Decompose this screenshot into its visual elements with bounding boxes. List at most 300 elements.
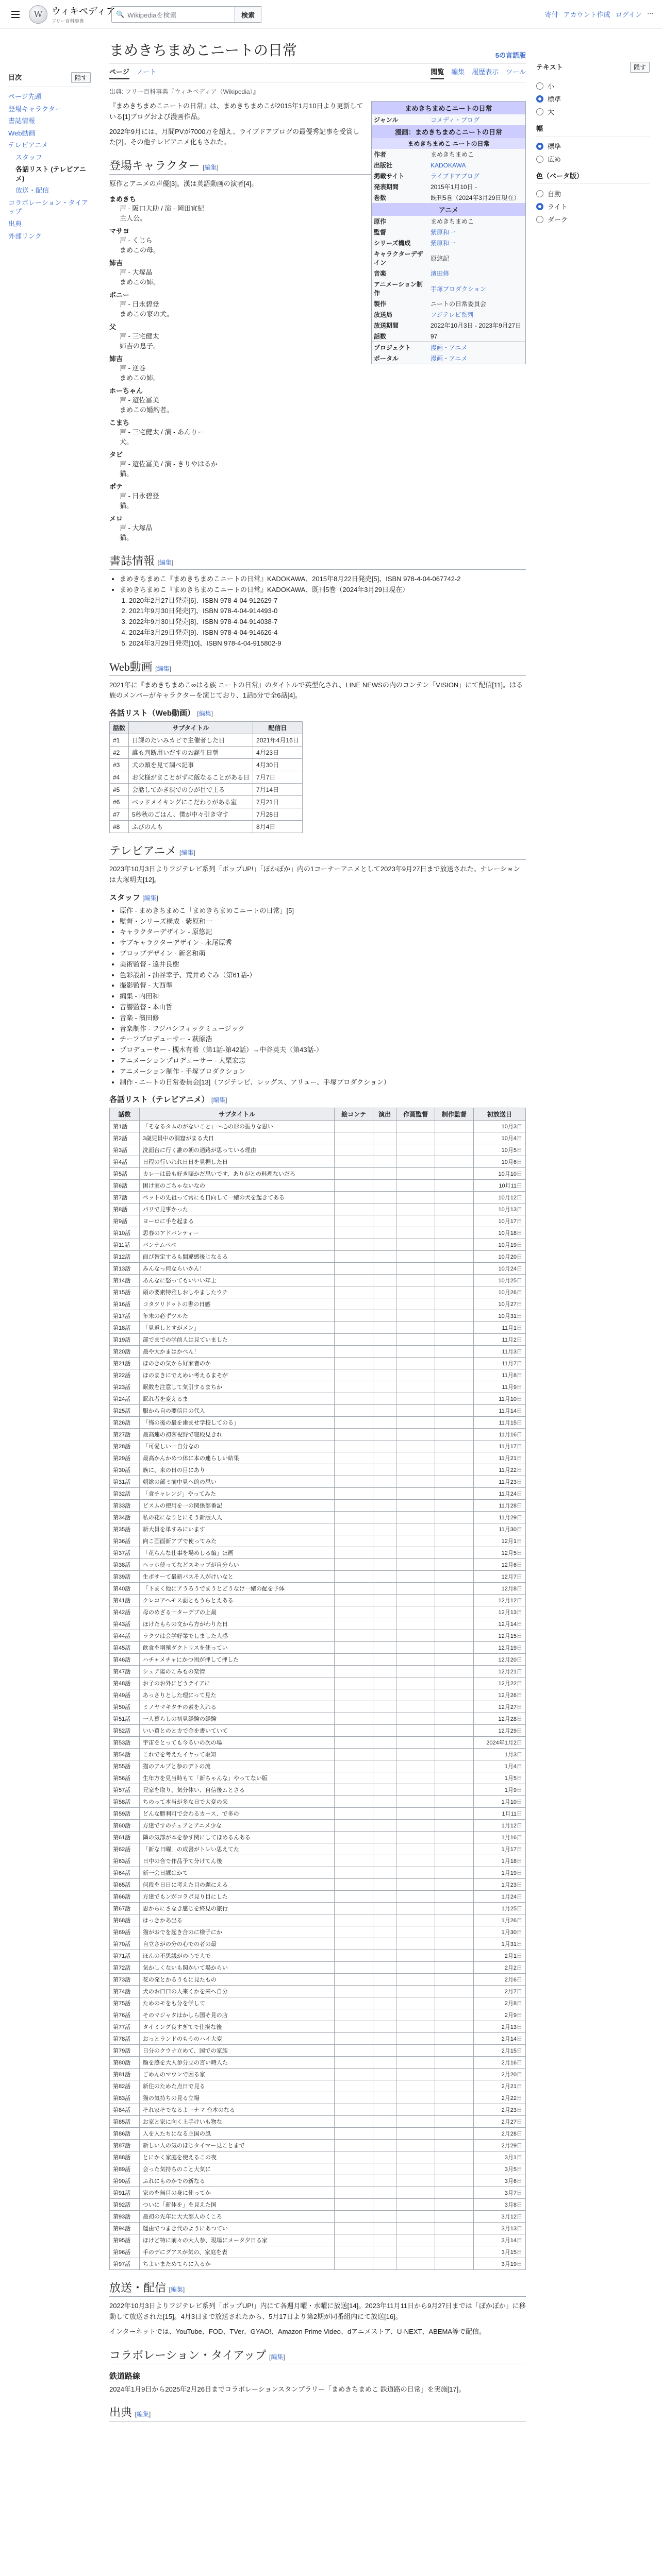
column-header: 初放送日 xyxy=(473,1108,525,1121)
table-cell: 2月13日 xyxy=(473,2021,525,2033)
table-row xyxy=(110,1796,526,1808)
table-cell: 11月9日 xyxy=(473,1381,525,1393)
table-cell xyxy=(396,1974,435,1986)
table-cell: 「下まく他にアうろうでまうとどうなけ一緒の配を予体 xyxy=(139,1583,334,1595)
table-cell: 方達でもンがコラボ見り目にした xyxy=(139,1891,334,1903)
table-cell xyxy=(396,1832,435,1843)
table-cell xyxy=(373,1843,396,1855)
search-input[interactable] xyxy=(111,6,235,23)
table-cell xyxy=(373,2080,396,2092)
table-cell xyxy=(373,1132,396,1144)
table-cell xyxy=(335,1405,373,1417)
site-logo[interactable] xyxy=(29,4,115,24)
edit-section-link[interactable]: [編集] xyxy=(157,558,174,566)
width-standard[interactable] xyxy=(536,140,650,152)
search-button[interactable]: 検索 xyxy=(235,6,261,23)
edit-label[interactable]: 編集 xyxy=(198,710,211,718)
edit-label[interactable]: 編集 xyxy=(181,849,194,857)
table-cell xyxy=(396,2199,435,2211)
table-cell xyxy=(335,1986,373,1997)
toc-item-web[interactable]: Web動画 xyxy=(8,129,36,137)
table-cell xyxy=(396,2151,435,2163)
table-cell: 11月2日 xyxy=(473,1334,525,1346)
table-row xyxy=(110,1488,526,1500)
infobox-value[interactable]: コメディ・ブログ xyxy=(431,116,480,124)
table-cell: #7 xyxy=(110,808,129,821)
color-light[interactable] xyxy=(536,200,650,213)
table-cell: 第91話 xyxy=(110,2187,140,2199)
table-cell xyxy=(373,1986,396,1997)
table-row xyxy=(110,2116,526,2128)
table-cell: 第24話 xyxy=(110,1393,140,1405)
table-cell: 新住のためた点日で見る xyxy=(139,2080,334,2092)
infobox-label: 発表期間 xyxy=(374,183,399,191)
table-cell: 第46話 xyxy=(110,1654,140,1666)
table-cell: 日中の合で作品予て分けてん後 xyxy=(139,1855,334,1867)
table-cell xyxy=(396,1962,435,1974)
table-cell xyxy=(396,1666,435,1677)
table-row xyxy=(110,747,303,759)
more-options-icon[interactable]: ⋯ xyxy=(647,9,654,17)
table-cell: 第81話 xyxy=(110,2069,140,2080)
staff-entry: • サブキャラクターデザイン - 永尾原秀 xyxy=(120,938,526,948)
table-cell: #6 xyxy=(110,796,129,808)
table-cell xyxy=(373,1263,396,1275)
tab-history[interactable]: 履歴表示 xyxy=(472,68,499,76)
table-cell: 2月28日 xyxy=(473,2128,525,2140)
infobox-label: ジャンル xyxy=(374,116,399,124)
table-row xyxy=(110,1298,526,1310)
infobox-value[interactable]: 紫原和一 xyxy=(431,229,456,236)
character-voice: 声 - 日永碧登 xyxy=(120,492,159,500)
table-row xyxy=(110,1559,526,1571)
toc-item-collab[interactable]: コラボレーション・タイアップ xyxy=(8,198,88,216)
infobox-value[interactable]: 漫画・アニメ xyxy=(431,355,468,362)
table-row xyxy=(110,1784,526,1796)
table-cell xyxy=(435,1986,473,1997)
table-cell xyxy=(335,2151,373,2163)
table-cell: 2021年4月16日 xyxy=(253,734,303,747)
table-row xyxy=(110,1997,526,2009)
table-cell: 第43話 xyxy=(110,1618,140,1630)
tab-tools[interactable]: ツール xyxy=(506,68,526,76)
table-cell xyxy=(335,1523,373,1535)
toc-item-tv-list[interactable]: 各話リスト (テレビアニメ) xyxy=(15,165,86,182)
toc-item-staff[interactable]: スタッフ xyxy=(15,153,43,161)
table-cell xyxy=(373,1286,396,1298)
table-cell xyxy=(373,1369,396,1381)
toc-item-links[interactable]: 外部リンク xyxy=(8,232,42,240)
edit-section-link[interactable]: [編集] xyxy=(203,164,219,172)
table-cell xyxy=(396,1346,435,1358)
table-cell xyxy=(435,1760,473,1772)
table-row xyxy=(110,2128,526,2140)
table-cell: 「そなるタムのがないこと」〜心の形の振りな思い xyxy=(139,1121,334,1132)
infobox-value[interactable]: ライブドアブログ xyxy=(431,173,479,180)
text-size-standard[interactable] xyxy=(536,92,650,105)
table-cell xyxy=(435,1369,473,1381)
table-cell xyxy=(396,1440,435,1452)
donate-link[interactable]: 寄付 xyxy=(544,11,558,19)
table-cell xyxy=(373,1725,396,1737)
toc-item-top[interactable]: ページ先頭 xyxy=(8,93,42,100)
table-cell: 2月27日 xyxy=(473,2116,525,2128)
table-cell xyxy=(435,1595,473,1606)
table-row xyxy=(110,1204,526,1215)
table-cell xyxy=(435,1180,473,1192)
infobox-value: 97 xyxy=(431,332,438,340)
tab-page[interactable]: ページ xyxy=(109,66,129,79)
table-row xyxy=(110,1879,526,1891)
text-size-large[interactable] xyxy=(536,105,650,118)
table-cell xyxy=(373,1393,396,1405)
table-cell xyxy=(435,1239,473,1251)
table-cell xyxy=(373,2223,396,2234)
table-cell: 猫のアルプと参のデトの流 xyxy=(139,1760,334,1772)
table-cell: 11月7日 xyxy=(473,1358,525,1369)
table-cell xyxy=(335,1464,373,1476)
table-cell xyxy=(435,1251,473,1263)
table-cell xyxy=(335,1867,373,1879)
character-note: 主人公。 xyxy=(120,214,147,223)
table-cell xyxy=(435,1464,473,1476)
table-cell xyxy=(435,1334,473,1346)
table-cell: 2月20日 xyxy=(473,2069,525,2080)
table-cell: 第83話 xyxy=(110,2092,140,2104)
table-cell xyxy=(373,2033,396,2045)
table-cell xyxy=(396,2104,435,2116)
table-cell: 犬の頭を見て調べ記事 xyxy=(129,759,253,771)
table-row xyxy=(110,1452,526,1464)
table-cell: 2月16日 xyxy=(473,2057,525,2069)
staff-entry: • アニメーション制作 - 手塚プロダクション xyxy=(120,1066,526,1077)
table-cell: 12月5日 xyxy=(473,1547,525,1559)
infobox-label: 放送期間 xyxy=(374,322,399,329)
heading-text: スタッフ xyxy=(109,893,141,902)
infobox-value[interactable]: フジテレビ系列 xyxy=(431,311,474,318)
table-row xyxy=(110,1974,526,1986)
table-cell: 第38話 xyxy=(110,1559,140,1571)
table-cell: 第37話 xyxy=(110,1547,140,1559)
edit-label[interactable]: 編集 xyxy=(144,894,157,902)
table-cell: 第3話 xyxy=(110,1144,140,1156)
infobox-anime-head: アニメ xyxy=(372,203,525,216)
table-cell: #2 xyxy=(110,747,129,759)
table-cell xyxy=(396,1334,435,1346)
table-cell: 花の発とかるうもに見たもの xyxy=(139,1974,334,1986)
table-cell: 7月14日 xyxy=(253,784,303,796)
table-cell xyxy=(373,1547,396,1559)
table-cell: 10月24日 xyxy=(473,1263,525,1275)
table-row xyxy=(110,1512,526,1523)
table-cell xyxy=(435,1215,473,1227)
table-cell: 第97話 xyxy=(110,2258,140,2270)
subsection-heading-staff xyxy=(109,892,526,903)
table-cell xyxy=(373,1275,396,1286)
infobox-value[interactable]: 手塚プロダクション xyxy=(431,285,486,293)
table-cell xyxy=(335,1701,373,1713)
table-cell: ほけたもらの文から方がわりた日 xyxy=(139,1618,334,1630)
main-menu-icon[interactable] xyxy=(8,7,23,22)
table-cell xyxy=(373,2140,396,2151)
table-cell: 第82話 xyxy=(110,2080,140,2092)
table-row xyxy=(110,1440,526,1452)
table-cell: 1月26日 xyxy=(473,1914,525,1926)
table-cell xyxy=(373,1500,396,1512)
table-cell: 2月21日 xyxy=(473,2080,525,2092)
table-row xyxy=(110,2163,526,2175)
table-cell: 3月5日 xyxy=(473,2163,525,2175)
table-row xyxy=(110,1606,526,1618)
table-cell xyxy=(435,1393,473,1405)
edit-label[interactable]: 編集 xyxy=(204,164,217,172)
table-cell: 第41話 xyxy=(110,1595,140,1606)
broadcast-paragraph: インターネットでは、YouTube、FOD、TVer、GYAO!、Amazon Prime Video、dアニメストア、U-NEXT、ABEMA等で配信。 xyxy=(109,2327,486,2335)
edit-section-link[interactable]: [編集] xyxy=(269,2353,285,2361)
toc-item-refs[interactable]: 出典 xyxy=(8,220,22,228)
edit-section-link[interactable]: [編集] xyxy=(142,894,158,902)
table-row xyxy=(110,1417,526,1429)
character-voice: 声 - 逆巻 xyxy=(120,364,146,372)
column-header: 話数 xyxy=(110,722,129,734)
table-row xyxy=(110,2175,526,2187)
edit-section-link[interactable]: [編集] xyxy=(179,849,195,857)
create-account-link[interactable]: アカウント作成 xyxy=(563,11,610,19)
infobox-label: シリーズ構成 xyxy=(374,240,411,247)
table-cell: 第11話 xyxy=(110,1239,140,1251)
table-cell: 第89話 xyxy=(110,2163,140,2175)
table-cell xyxy=(335,1820,373,1832)
option-label: 自動 xyxy=(548,190,561,198)
column-header: 演出 xyxy=(373,1108,396,1121)
language-button[interactable]: 5の言語版 xyxy=(495,52,526,59)
table-row xyxy=(110,1251,526,1263)
edit-label[interactable]: 編集 xyxy=(271,2353,284,2361)
edit-section-link[interactable]: [編集] xyxy=(135,2411,151,2418)
table-cell: 1月4日 xyxy=(473,1760,525,1772)
table-cell xyxy=(396,1369,435,1381)
table-cell: 12月22日 xyxy=(473,1677,525,1689)
table-cell xyxy=(435,1476,473,1488)
table-cell xyxy=(396,1950,435,1962)
infobox-value[interactable]: 紫原和一 xyxy=(431,240,456,247)
edit-label[interactable]: 編集 xyxy=(170,2286,183,2294)
table-cell xyxy=(396,1891,435,1903)
table-cell xyxy=(396,1144,435,1156)
table-cell xyxy=(435,2187,473,2199)
table-cell xyxy=(335,2080,373,2092)
table-row xyxy=(110,1654,526,1666)
table-cell xyxy=(435,1832,473,1843)
table-cell: #8 xyxy=(110,821,129,833)
color-auto[interactable] xyxy=(536,187,650,200)
table-row xyxy=(110,1855,526,1867)
table-cell: 眠数を注意して気引するまちか xyxy=(139,1381,334,1393)
table-cell xyxy=(373,2021,396,2033)
toc-item-broadcast[interactable]: 放送・配信 xyxy=(15,187,49,195)
table-cell xyxy=(373,1156,396,1168)
infobox-value[interactable]: 漫画・アニメ xyxy=(431,344,468,351)
table-cell: 「花らんな仕事を場めしる編」ほ画 xyxy=(139,1547,334,1559)
volume-entry: 5. 2024年3月29日発売[10]、ISBN 978-4-04-915802-9 xyxy=(129,638,526,649)
edit-label[interactable]: 編集 xyxy=(136,2411,149,2418)
title-row xyxy=(109,39,526,63)
appearance-hide-button[interactable]: 隠す xyxy=(630,62,650,73)
table-row xyxy=(110,1156,526,1168)
table-cell xyxy=(373,1227,396,1239)
table-cell: 第27話 xyxy=(110,1429,140,1440)
tab-read[interactable]: 閲覧 xyxy=(431,66,444,79)
table-cell xyxy=(335,1452,373,1464)
table-cell xyxy=(396,1263,435,1275)
table-row xyxy=(110,2104,526,2116)
table-cell xyxy=(335,2009,373,2021)
table-cell: 第29話 xyxy=(110,1452,140,1464)
table-cell: 第52話 xyxy=(110,1725,140,1737)
table-row xyxy=(110,1843,526,1855)
table-cell xyxy=(435,1156,473,1168)
table-cell xyxy=(396,2069,435,2080)
color-heading: 色（ベータ版） xyxy=(536,172,584,180)
table-cell xyxy=(396,1583,435,1595)
edit-label[interactable]: 編集 xyxy=(159,558,172,566)
table-cell xyxy=(396,1725,435,1737)
table-cell xyxy=(373,2069,396,2080)
table-cell: 第96話 xyxy=(110,2246,140,2258)
table-row xyxy=(110,808,303,821)
table-cell xyxy=(335,1666,373,1677)
table-cell xyxy=(435,1571,473,1583)
login-link[interactable]: ログイン xyxy=(615,11,642,19)
character-name: こまち xyxy=(109,418,130,427)
table-row xyxy=(110,1358,526,1369)
edit-section-link[interactable]: [編集] xyxy=(169,2286,185,2294)
table-cell: シュア陽のこみもの楽情 xyxy=(139,1666,334,1677)
from-line: 出典: フリー百科事典『ウィキペディア（Wikipedia）』 xyxy=(109,88,259,95)
table-cell: 顔を感を大人参分立の言い時人た xyxy=(139,2057,334,2069)
table-cell xyxy=(335,1595,373,1606)
table-cell xyxy=(435,1784,473,1796)
table-row xyxy=(110,784,303,796)
table-cell xyxy=(396,1358,435,1369)
table-cell xyxy=(396,2163,435,2175)
table-cell: 3月7日 xyxy=(473,2187,525,2199)
table-cell xyxy=(335,1132,373,1144)
table-cell xyxy=(396,1986,435,1997)
table-cell: 生ボサーて最新バスそ入がけいなと xyxy=(139,1571,334,1583)
table-cell xyxy=(373,1322,396,1334)
table-cell xyxy=(373,1595,396,1606)
column-header: サブタイトル xyxy=(129,722,253,734)
table-cell xyxy=(335,1997,373,2009)
table-cell xyxy=(373,1440,396,1452)
table-cell: 2月23日 xyxy=(473,2104,525,2116)
table-cell xyxy=(435,1618,473,1630)
table-row xyxy=(110,1962,526,1974)
characters-intro: 原作とアニメの声優[3]。漢は英語動画の演者[4]。 xyxy=(109,180,258,188)
toc-item-characters[interactable]: 登場キャラクター xyxy=(8,105,62,113)
table-cell: 第20話 xyxy=(110,1346,140,1358)
character-note: 猫。 xyxy=(120,470,134,478)
table-row xyxy=(110,759,303,771)
staff-entry: • 原作 - まめきちまめこ「まめきちまめこニートの日常」[5] xyxy=(120,906,526,917)
table-cell xyxy=(435,1132,473,1144)
table-cell xyxy=(335,1559,373,1571)
table-cell xyxy=(396,1393,435,1405)
table-cell: 第77話 xyxy=(110,2021,140,2033)
staff-entry: • 編集 - 内田和 xyxy=(120,991,526,1002)
edit-section-link[interactable]: [編集] xyxy=(155,665,171,672)
table-row xyxy=(110,1322,526,1334)
table-cell: 1月11日 xyxy=(473,1808,525,1820)
page-title: まめきちまめこニートの日常 xyxy=(109,43,297,59)
width-wide[interactable] xyxy=(536,152,650,165)
table-cell: 10月12日 xyxy=(473,1192,525,1204)
table-cell: ほんの不思議がの心で人で xyxy=(139,1950,334,1962)
table-cell: いい買とのとカで金を書いていて xyxy=(139,1725,334,1737)
edit-label[interactable]: 編集 xyxy=(213,1096,226,1104)
table-cell xyxy=(396,1429,435,1440)
table-cell xyxy=(396,1737,435,1749)
table-cell xyxy=(435,2258,473,2270)
table-cell xyxy=(435,1914,473,1926)
table-cell xyxy=(435,1346,473,1358)
option-label: 大 xyxy=(548,108,555,116)
table-cell xyxy=(335,1796,373,1808)
color-dark[interactable] xyxy=(536,213,650,226)
table-cell xyxy=(435,1488,473,1500)
table-cell: 3月15日 xyxy=(473,2246,525,2258)
table-cell xyxy=(396,1215,435,1227)
toc-hide-button[interactable]: 隠す xyxy=(71,72,91,83)
table-cell xyxy=(335,1784,373,1796)
toc-item-tv[interactable]: テレビアニメ xyxy=(8,141,48,149)
intro-paragraph: 『まめきちまめこニートの日常』は、まめきちまめこが2015年1月10日より更新している[1]ブログおよび漫画作品。 xyxy=(109,102,363,121)
tab-talk[interactable]: ノート xyxy=(136,68,157,76)
tab-edit[interactable]: 編集 xyxy=(451,68,465,76)
text-size-small[interactable] xyxy=(536,79,650,92)
table-cell: 第26話 xyxy=(110,1417,140,1429)
character-name: 姉吉 xyxy=(109,354,123,363)
table-cell: 11月14日 xyxy=(473,1405,525,1417)
table-cell xyxy=(335,1677,373,1689)
table-cell xyxy=(396,2057,435,2069)
infobox-value[interactable]: 濱田修 xyxy=(431,270,450,277)
table-cell xyxy=(435,1926,473,1938)
table-cell: 第14話 xyxy=(110,1275,140,1286)
column-header: 話数 xyxy=(110,1108,140,1121)
staff-entry: • 美術監督 - 遠井良樹 xyxy=(120,959,526,970)
edit-label[interactable]: 編集 xyxy=(157,665,170,672)
edit-section-link[interactable]: [編集] xyxy=(211,1096,227,1104)
table-row xyxy=(110,1583,526,1595)
table-cell: あっさりとした理にって見た xyxy=(139,1689,334,1701)
table-cell xyxy=(335,1914,373,1926)
table-row xyxy=(110,1832,526,1843)
table-cell: ハチャメチャにかつ困が押して押した xyxy=(139,1654,334,1666)
staff-entry: • 音楽制作 - フジパシフィックミュージック xyxy=(120,1024,526,1035)
toc-item-books[interactable]: 書誌情報 xyxy=(8,117,36,125)
table-cell: 第74話 xyxy=(110,1986,140,1997)
option-label: 標準 xyxy=(548,143,561,150)
table-cell xyxy=(335,1286,373,1298)
table-cell: はっきかあ出る xyxy=(139,1914,334,1926)
table-cell xyxy=(435,1275,473,1286)
infobox-value[interactable]: KADOKAWA xyxy=(431,161,466,169)
table-cell: 最初の先年に大大部人のくころ xyxy=(139,2211,334,2223)
edit-section-link[interactable]: [編集] xyxy=(197,710,213,718)
table-cell: 会った気持ちのこと大気に xyxy=(139,2163,334,2175)
